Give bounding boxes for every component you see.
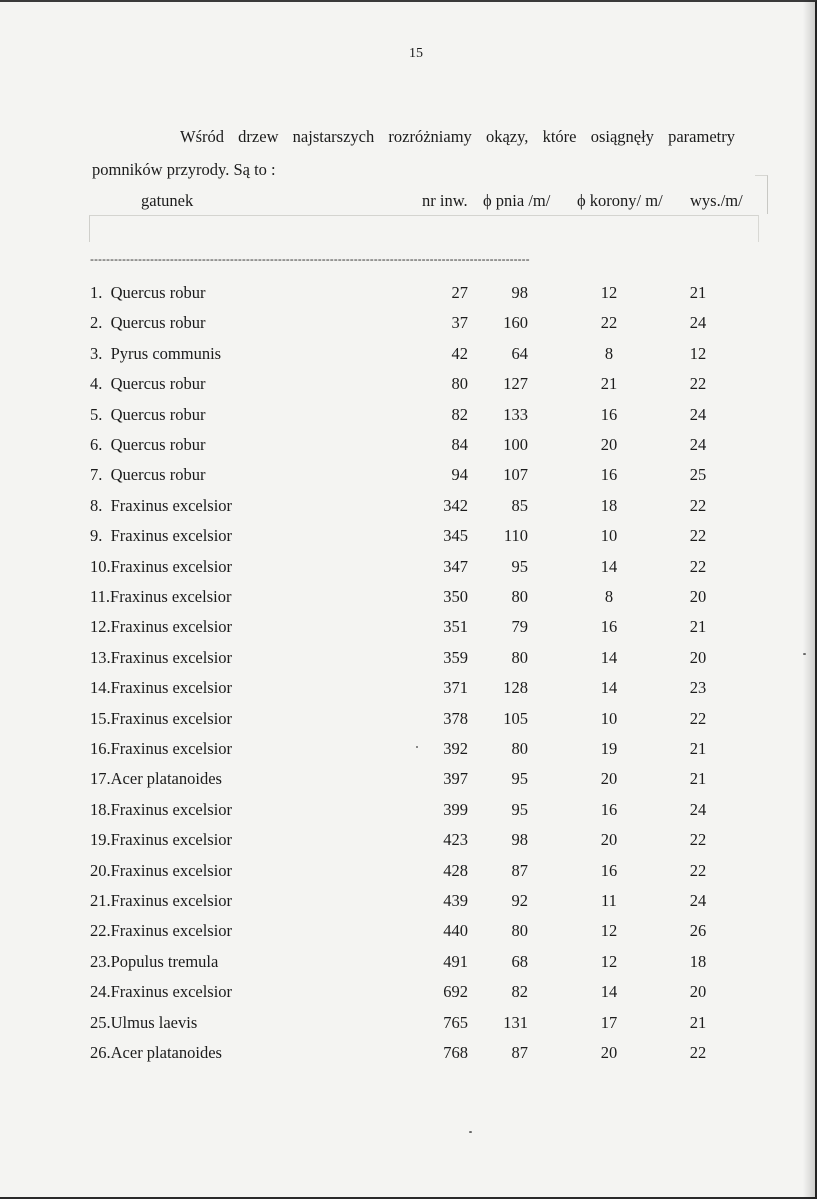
species-name: 17.Acer platanoides: [90, 769, 222, 789]
crown-diameter: 20: [600, 1043, 618, 1062]
crown-diameter: 14: [600, 982, 618, 1002]
header-pnia: ϕ pnia /m/: [483, 191, 551, 210]
trunk-diameter: 107: [503, 465, 528, 485]
header-frame-line: [89, 215, 759, 242]
table-row: [0, 587, 817, 611]
trunk-diameter: 131: [503, 1012, 528, 1032]
species-name: 3. Pyrus communis: [90, 343, 222, 363]
trunk-diameter: 98: [511, 283, 528, 302]
scan-speck: [803, 653, 806, 655]
inventory-number: 371: [443, 678, 468, 698]
crown-diameter: 16: [600, 404, 618, 424]
trunk-diameter: 92: [511, 891, 528, 910]
crown-diameter: 18: [600, 495, 618, 515]
table-row: [0, 952, 817, 976]
inventory-number: 692: [443, 982, 468, 1002]
tree-height: 22: [689, 374, 707, 394]
inventory-number: 342: [443, 495, 468, 515]
tree-height: 24: [689, 799, 707, 819]
species-name: 23.Populus tremula: [90, 951, 219, 971]
species-name: 2. Quercus robur: [90, 313, 206, 333]
table-row: [0, 1043, 817, 1067]
table-row: [0, 526, 817, 550]
table-row: [0, 1013, 817, 1037]
inventory-number: 80: [451, 374, 468, 394]
species-name: 26.Acer platanoides: [90, 1043, 222, 1062]
trunk-diameter: 87: [511, 860, 528, 880]
crown-diameter: 14: [600, 556, 618, 576]
scan-speck: [469, 1131, 472, 1133]
crown-diameter: 17: [600, 1012, 618, 1032]
trunk-diameter: 95: [511, 769, 528, 789]
species-name: 16.Fraxinus excelsior: [90, 739, 233, 758]
inventory-number: 765: [443, 1012, 468, 1032]
crown-diameter: 10: [600, 526, 618, 546]
table-row: [0, 557, 817, 581]
inventory-number: 440: [443, 921, 468, 941]
table-row: [0, 617, 817, 641]
inventory-number: 42: [451, 343, 468, 363]
table-row: [0, 891, 817, 915]
table-row: [0, 313, 817, 337]
tree-height: 12: [689, 343, 707, 363]
table-row: [0, 709, 817, 733]
crown-diameter: 16: [600, 799, 618, 819]
inventory-number: 347: [443, 556, 468, 576]
inventory-number: 350: [443, 587, 468, 606]
tree-height: 21: [689, 1012, 707, 1032]
trunk-diameter: 79: [511, 617, 528, 637]
tree-height: 21: [689, 283, 707, 302]
intro-text-line1: Wśród drzew najstarszych rozróżniamy okązy, które osiągnęły parametry: [180, 127, 735, 146]
tree-height: 22: [689, 526, 707, 546]
trunk-diameter: 80: [511, 587, 528, 606]
inventory-number: 94: [451, 465, 468, 485]
trunk-diameter: 95: [511, 556, 528, 576]
species-name: 6. Quercus robur: [90, 435, 206, 454]
crown-diameter: 12: [600, 951, 618, 971]
scan-speck: [416, 746, 418, 748]
crown-diameter: 21: [600, 374, 618, 394]
tree-height: 22: [689, 708, 707, 728]
table-row: [0, 283, 817, 307]
inventory-number: 397: [443, 769, 468, 789]
tree-height: 20: [689, 587, 707, 606]
trunk-diameter: 128: [503, 678, 528, 698]
inventory-number: 423: [443, 830, 468, 850]
species-name: 4. Quercus robur: [90, 374, 206, 394]
trunk-diameter: 105: [503, 708, 528, 728]
trunk-diameter: 87: [511, 1043, 528, 1062]
tree-height: 22: [689, 860, 707, 880]
header-korony: ϕ korony/ m/: [577, 191, 663, 210]
intro-text-line2: pomników przyrody. Są to :: [92, 160, 276, 179]
trunk-diameter: 80: [511, 739, 528, 758]
species-name: 14.Fraxinus excelsior: [90, 678, 233, 698]
tree-height: 21: [689, 739, 707, 758]
species-name: 15.Fraxinus excelsior: [90, 708, 233, 728]
inventory-number: 27: [451, 283, 468, 302]
table-row: [0, 405, 817, 429]
tree-height: 20: [689, 647, 707, 667]
scan-artifact: [755, 175, 768, 214]
table-row: [0, 800, 817, 824]
table-row: [0, 861, 817, 885]
species-name: 21.Fraxinus excelsior: [90, 891, 233, 910]
species-name: 20.Fraxinus excelsior: [90, 860, 233, 880]
crown-diameter: 11: [601, 891, 617, 910]
trunk-diameter: 110: [503, 526, 528, 546]
page-number: 15: [409, 46, 423, 61]
inventory-number: 351: [443, 617, 468, 637]
species-name: 7. Quercus robur: [90, 465, 206, 485]
inventory-number: 82: [451, 404, 468, 424]
header-wys: wys./m/: [690, 191, 743, 210]
tree-height: 20: [689, 982, 707, 1002]
species-name: 9. Fraxinus excelsior: [90, 526, 233, 546]
tree-height: 24: [689, 404, 707, 424]
species-name: 5. Quercus robur: [90, 404, 206, 424]
species-name: 10.Fraxinus excelsior: [90, 556, 233, 576]
tree-height: 25: [689, 465, 707, 485]
table-row: [0, 496, 817, 520]
trunk-diameter: 98: [511, 830, 528, 850]
species-name: 1. Quercus robur: [90, 283, 206, 302]
table-row: [0, 374, 817, 398]
species-name: 13.Fraxinus excelsior: [90, 647, 233, 667]
tree-height: 24: [689, 435, 707, 454]
tree-height: 22: [689, 1043, 707, 1062]
inventory-number: 345: [443, 526, 468, 546]
table-row: [0, 921, 817, 945]
separator-line: --------------------------------------------------------------------------------------------------------------: [90, 252, 530, 266]
crown-diameter: 10: [600, 708, 618, 728]
tree-height: 21: [689, 769, 707, 789]
trunk-diameter: 68: [511, 951, 528, 971]
crown-diameter: 8: [604, 343, 614, 363]
crown-diameter: 12: [600, 921, 618, 941]
species-name: 25.Ulmus laevis: [90, 1012, 198, 1032]
table-row: [0, 344, 817, 368]
crown-diameter: 22: [600, 313, 618, 333]
table-row: [0, 648, 817, 672]
inventory-number: 392: [443, 739, 468, 758]
table-row: [0, 982, 817, 1006]
tree-height: 22: [689, 830, 707, 850]
trunk-diameter: 80: [511, 647, 528, 667]
tree-height: 18: [689, 951, 707, 971]
tree-height: 23: [689, 678, 707, 698]
tree-height: 26: [689, 921, 707, 941]
tree-height: 21: [689, 617, 707, 637]
table-row: [0, 678, 817, 702]
species-name: 12.Fraxinus excelsior: [90, 617, 233, 637]
crown-diameter: 20: [600, 830, 618, 850]
crown-diameter: 16: [600, 860, 618, 880]
inventory-number: 37: [451, 313, 468, 333]
trunk-diameter: 80: [511, 921, 528, 941]
trunk-diameter: 85: [511, 495, 528, 515]
species-name: 11.Fraxinus excelsior: [90, 587, 232, 606]
tree-height: 22: [689, 495, 707, 515]
trunk-diameter: 160: [503, 313, 528, 333]
trunk-diameter: 127: [503, 374, 528, 394]
inventory-number: 768: [443, 1043, 468, 1062]
tree-height: 24: [689, 891, 707, 910]
inventory-number: 359: [443, 647, 468, 667]
tree-height: 22: [689, 556, 707, 576]
species-name: 24.Fraxinus excelsior: [90, 982, 233, 1002]
species-name: 18.Fraxinus excelsior: [90, 799, 233, 819]
trunk-diameter: 133: [503, 404, 528, 424]
tree-height: 24: [689, 313, 707, 333]
crown-diameter: 14: [600, 647, 618, 667]
species-name: 19.Fraxinus excelsior: [90, 830, 233, 850]
inventory-number: 428: [443, 860, 468, 880]
header-nr-inw: nr inw.: [422, 191, 468, 210]
table-row: [0, 830, 817, 854]
trunk-diameter: 95: [511, 799, 528, 819]
crown-diameter: 20: [600, 769, 618, 789]
inventory-number: 439: [443, 891, 468, 910]
crown-diameter: 16: [600, 465, 618, 485]
trunk-diameter: 100: [503, 435, 528, 454]
crown-diameter: 8: [604, 587, 614, 606]
header-gatunek: gatunek: [141, 191, 194, 210]
inventory-number: 491: [443, 951, 468, 971]
inventory-number: 399: [443, 799, 468, 819]
crown-diameter: 19: [600, 739, 618, 758]
table-row: [0, 435, 817, 459]
table-row: [0, 769, 817, 793]
species-name: 22.Fraxinus excelsior: [90, 921, 233, 941]
trunk-diameter: 82: [511, 982, 528, 1002]
table-row: [0, 739, 817, 763]
crown-diameter: 14: [600, 678, 618, 698]
crown-diameter: 16: [600, 617, 618, 637]
crown-diameter: 12: [600, 283, 618, 302]
table-row: [0, 465, 817, 489]
species-name: 8. Fraxinus excelsior: [90, 495, 233, 515]
inventory-number: 378: [443, 708, 468, 728]
inventory-number: 84: [451, 435, 468, 454]
trunk-diameter: 64: [511, 343, 528, 363]
crown-diameter: 20: [600, 435, 618, 454]
